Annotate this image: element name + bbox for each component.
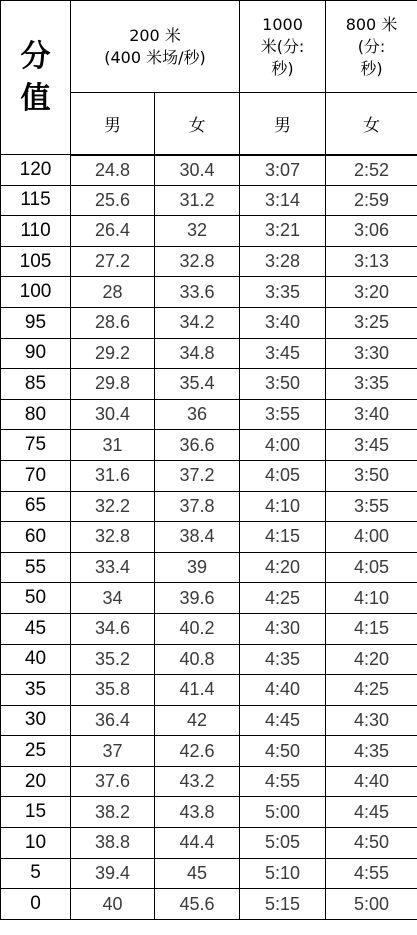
score-cell: 95: [1, 307, 71, 338]
male-200m-cell: 27.2: [71, 246, 155, 277]
male-200m-cell: 28: [71, 277, 155, 308]
female-800m-cell: 3:50: [326, 460, 417, 491]
male-1000m-cell: 4:20: [240, 552, 326, 583]
table-row: [1, 675, 417, 706]
male-1000m-cell: 3:55: [240, 399, 326, 430]
male-200m-cell: 30.4: [71, 399, 155, 430]
score-cell: 105: [1, 246, 71, 277]
female-800m-cell: 3:40: [326, 399, 417, 430]
female-800m-cell: 4:20: [326, 644, 417, 675]
score-cell: 15: [1, 797, 71, 828]
female-200m-cell: 31.2: [155, 185, 240, 216]
female-800m-cell: 4:05: [326, 552, 417, 583]
female-200m-cell: 40.8: [155, 644, 240, 675]
male-1000m-cell: 3:07: [240, 155, 326, 186]
male-1000m-cell: 4:10: [240, 491, 326, 522]
score-cell: 40: [1, 644, 71, 675]
female-200m-cell: 38.4: [155, 522, 240, 553]
male-1000m-cell: 3:14: [240, 185, 326, 216]
female-200m-cell: 37.8: [155, 491, 240, 522]
male-200m-cell: 34: [71, 583, 155, 614]
male-1000m-cell: 3:28: [240, 246, 326, 277]
score-cell: 55: [1, 552, 71, 583]
male-200m-cell: 28.6: [71, 307, 155, 338]
score-cell: 85: [1, 369, 71, 400]
male-200m-cell: 39.4: [71, 858, 155, 889]
male-200m-cell: 31: [71, 430, 155, 461]
male-200m-cell: 24.8: [71, 155, 155, 186]
female-200m-cell: 45.6: [155, 889, 240, 920]
female-800m-cell: 3:30: [326, 338, 417, 369]
male-200m-cell: 36.4: [71, 705, 155, 736]
score-cell: 10: [1, 828, 71, 859]
female-200m-cell: 42.6: [155, 736, 240, 767]
table-row: [1, 185, 417, 216]
table-row: [1, 705, 417, 736]
male-200m-cell: 32.8: [71, 522, 155, 553]
header-200m-female: 女: [155, 93, 240, 155]
header-200m-male: 男: [71, 93, 155, 155]
male-200m-cell: 38.2: [71, 797, 155, 828]
female-200m-cell: 30.4: [155, 155, 240, 186]
male-200m-cell: 37: [71, 736, 155, 767]
female-200m-cell: 32.8: [155, 246, 240, 277]
table-row: [1, 430, 417, 461]
header-1000m-label: 1000 米(分: 秒): [260, 14, 305, 78]
female-800m-cell: 4:40: [326, 766, 417, 797]
score-cell: 70: [1, 460, 71, 491]
female-200m-cell: 35.4: [155, 369, 240, 400]
score-cell: 50: [1, 583, 71, 614]
male-1000m-cell: 3:40: [240, 307, 326, 338]
table-row: [1, 552, 417, 583]
male-1000m-cell: 5:00: [240, 797, 326, 828]
table-row: [1, 522, 417, 553]
female-800m-cell: 3:13: [326, 246, 417, 277]
female-200m-cell: 45: [155, 858, 240, 889]
table-row: [1, 460, 417, 491]
male-1000m-cell: 4:30: [240, 613, 326, 644]
table-row: [1, 399, 417, 430]
female-200m-cell: 44.4: [155, 828, 240, 859]
score-cell: 25: [1, 736, 71, 767]
male-200m-cell: 25.6: [71, 185, 155, 216]
male-1000m-cell: 5:10: [240, 858, 326, 889]
female-800m-cell: 3:25: [326, 307, 417, 338]
table-row: [1, 369, 417, 400]
male-1000m-cell: 4:35: [240, 644, 326, 675]
female-800m-cell: 4:35: [326, 736, 417, 767]
table-row: [1, 766, 417, 797]
female-200m-cell: 34.2: [155, 307, 240, 338]
score-cell: 5: [1, 858, 71, 889]
score-cell: 90: [1, 338, 71, 369]
male-200m-cell: 29.8: [71, 369, 155, 400]
female-800m-cell: 2:52: [326, 155, 417, 186]
score-cell: 80: [1, 399, 71, 430]
score-cell: 20: [1, 766, 71, 797]
male-1000m-cell: 5:05: [240, 828, 326, 859]
table-row: [1, 736, 417, 767]
female-200m-cell: 32: [155, 216, 240, 247]
female-200m-cell: 36: [155, 399, 240, 430]
table-row: [1, 828, 417, 859]
female-800m-cell: 4:50: [326, 828, 417, 859]
score-header-label: 分 值: [20, 38, 51, 116]
female-200m-cell: 34.8: [155, 338, 240, 369]
score-cell: 115: [1, 185, 71, 216]
male-200m-cell: 40: [71, 889, 155, 920]
male-200m-cell: 31.6: [71, 460, 155, 491]
female-800m-cell: 3:35: [326, 369, 417, 400]
male-1000m-cell: 4:40: [240, 675, 326, 706]
female-200m-cell: 43.8: [155, 797, 240, 828]
score-header: [1, 1, 71, 155]
table-row: [1, 307, 417, 338]
female-200m-cell: 37.2: [155, 460, 240, 491]
score-cell: 65: [1, 491, 71, 522]
header-1000m-male: 男: [240, 93, 326, 155]
male-1000m-cell: 4:45: [240, 705, 326, 736]
table-row: [1, 797, 417, 828]
female-800m-cell: 3:55: [326, 491, 417, 522]
male-1000m-cell: 3:21: [240, 216, 326, 247]
female-200m-cell: 43.2: [155, 766, 240, 797]
female-200m-cell: 39.6: [155, 583, 240, 614]
table-row: [1, 644, 417, 675]
female-200m-cell: 40.2: [155, 613, 240, 644]
score-cell: 110: [1, 216, 71, 247]
score-cell: 0: [1, 889, 71, 920]
table-row: [1, 246, 417, 277]
table-row: [1, 277, 417, 308]
male-1000m-cell: 3:35: [240, 277, 326, 308]
male-1000m-cell: 4:05: [240, 460, 326, 491]
female-800m-cell: 3:45: [326, 430, 417, 461]
male-200m-cell: 29.2: [71, 338, 155, 369]
female-800m-cell: 3:06: [326, 216, 417, 247]
table-row: [1, 155, 417, 186]
header-800m: [326, 1, 417, 93]
score-cell: 120: [1, 155, 71, 186]
header-200m: [71, 1, 240, 93]
male-1000m-cell: 4:00: [240, 430, 326, 461]
table-row: [1, 858, 417, 889]
female-800m-cell: 4:15: [326, 613, 417, 644]
male-200m-cell: 38.8: [71, 828, 155, 859]
male-200m-cell: 37.6: [71, 766, 155, 797]
score-cell: 45: [1, 613, 71, 644]
female-200m-cell: 42: [155, 705, 240, 736]
female-800m-cell: 5:00: [326, 889, 417, 920]
male-200m-cell: 32.2: [71, 491, 155, 522]
female-200m-cell: 39: [155, 552, 240, 583]
male-1000m-cell: 4:50: [240, 736, 326, 767]
male-1000m-cell: 5:15: [240, 889, 326, 920]
female-800m-cell: 4:10: [326, 583, 417, 614]
male-1000m-cell: 3:45: [240, 338, 326, 369]
female-800m-cell: 4:25: [326, 675, 417, 706]
male-1000m-cell: 4:25: [240, 583, 326, 614]
female-800m-cell: 2:59: [326, 185, 417, 216]
table-row: [1, 338, 417, 369]
male-200m-cell: 33.4: [71, 552, 155, 583]
header-800m-label: 800 米 (分: 秒): [345, 14, 398, 78]
female-800m-cell: 4:00: [326, 522, 417, 553]
table-body: [1, 155, 417, 920]
male-200m-cell: 26.4: [71, 216, 155, 247]
table-row: [1, 583, 417, 614]
score-cell: 35: [1, 675, 71, 706]
female-800m-cell: 4:30: [326, 705, 417, 736]
female-200m-cell: 41.4: [155, 675, 240, 706]
table-row: [1, 889, 417, 920]
female-800m-cell: 4:45: [326, 797, 417, 828]
male-200m-cell: 34.6: [71, 613, 155, 644]
header-1000m: [240, 1, 326, 93]
header-200m-label: 200 米 (400 米场/秒): [104, 25, 206, 67]
table-row: [1, 491, 417, 522]
female-800m-cell: 4:55: [326, 858, 417, 889]
table-row: [1, 613, 417, 644]
male-200m-cell: 35.8: [71, 675, 155, 706]
score-cell: 60: [1, 522, 71, 553]
male-200m-cell: 35.2: [71, 644, 155, 675]
male-1000m-cell: 3:50: [240, 369, 326, 400]
male-1000m-cell: 4:55: [240, 766, 326, 797]
score-cell: 100: [1, 277, 71, 308]
score-cell: 30: [1, 705, 71, 736]
score-cell: 75: [1, 430, 71, 461]
table-row: [1, 216, 417, 247]
female-800m-cell: 3:20: [326, 277, 417, 308]
header-800m-female: 女: [326, 93, 417, 155]
female-200m-cell: 33.6: [155, 277, 240, 308]
male-1000m-cell: 4:15: [240, 522, 326, 553]
female-200m-cell: 36.6: [155, 430, 240, 461]
